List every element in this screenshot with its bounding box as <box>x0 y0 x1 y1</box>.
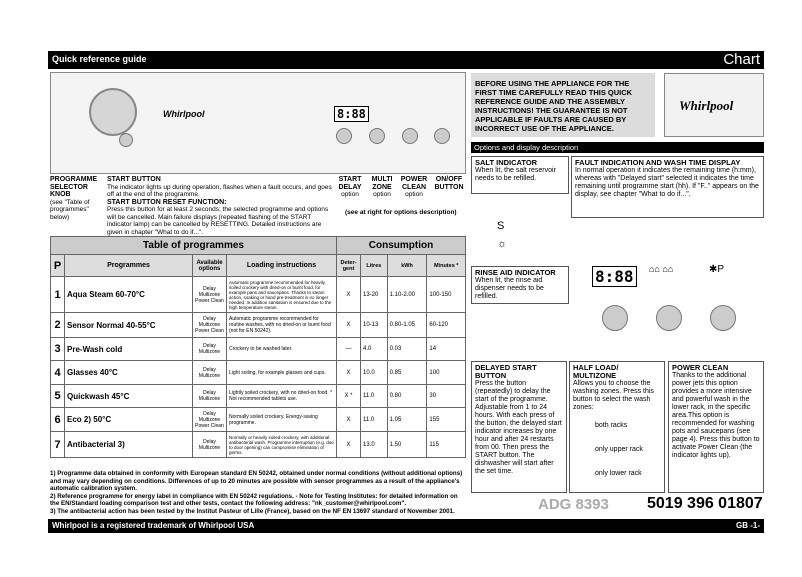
start-button[interactable] <box>119 133 133 147</box>
fault-display-box: FAULT INDICATION AND WASH TIME DISPLAY In normal operation it indicates the remaining time (h:mm), whereas with "Delayed start" selected it indicates the time remaining until programme start (hh). If "F.." appears on the display, see chapter "What to do if...". <box>571 156 764 218</box>
programme-selector-knob[interactable] <box>89 88 137 136</box>
warning-box: BEFORE USING THE APPLIANCE FOR THE FIRST TIME CAREFULLY READ THIS QUICK REFERENCE GUIDE AND THE ASSEMBLY INSTRUCTIONS! THE GUARANTEE IS NOT APPLICABLE IF FAULTS ARE CAUSED BY INCORRECT USE OF THE APPLIANCE. <box>471 73 655 137</box>
table-row: 2 Sensor Normal 40-55°C Delay Multizone Power Clean Automatic programme recommended for routine washes, with no dried-on or burnt food (not for EN 50242). X 10-13 0.80-1.05 60-120 <box>51 313 466 338</box>
col-detergent: Deter-gent <box>337 255 361 277</box>
delay-label: START DELAY option <box>338 176 362 198</box>
rinse-aid-box: RINSE AID INDICATOR When lit, the rinse aid dispenser needs to be refilled. <box>471 266 569 304</box>
footer-trademark: Whirlpool is a registered trademark of Whirlpool USA <box>52 521 255 530</box>
brand-logo-small: Whirlpool <box>163 109 205 119</box>
fault-time-display: 8:88 <box>592 266 637 287</box>
col-available: Available options <box>193 255 227 277</box>
power-label: POWER CLEAN option <box>400 176 428 198</box>
zone-upper: only upper rack <box>595 446 643 453</box>
half-load-box: HALF LOAD/ MULTIZONE Allows you to choose the washing zones. Press this button to select the wash zones: both racks only upper rack only lower rack <box>569 361 665 493</box>
header-title: Quick reference guide <box>52 54 147 64</box>
footer-bar <box>48 519 764 533</box>
multizone-button-illus[interactable] <box>656 305 682 331</box>
table-row: 5 Quickwash 45°C Delay Multizone Lightly soiled crockery, with no dried-on food. * Not recommended tablets use. X * 11.0 0.80 30 <box>51 385 466 408</box>
zone-lower: only lower rack <box>595 470 642 477</box>
col-programmes: Programmes <box>65 255 193 277</box>
col-minutes: Minutes * <box>427 255 466 277</box>
power-clean-button[interactable] <box>402 128 418 144</box>
whirlpool-logo <box>664 73 764 137</box>
delayed-start-box: DELAYED START BUTTON Press the button (repeatedly) to delay the start of the programme. Adjustable from 1 to 24 hours. With each press of the button, the delayed start indicator increases by one hour and after 24 restarts from 00. Then press the START button. The dishwasher will start after the set time. <box>471 361 567 493</box>
onoff-label: ON/OFF BUTTON <box>434 176 464 191</box>
table-row: 7 Antibacterial 3) Delay Multizone Normally or heavily soiled crockery, with additional antibacterial wash. Programme interruption (e.g. due to door opening) can compromise elimination of germs. X 13.0 1.50 115 <box>51 432 466 458</box>
col-kwh: kWh <box>387 255 427 277</box>
part-code: 5019 396 01807 <box>647 495 763 512</box>
start-delay-button[interactable] <box>336 128 352 144</box>
footer-page: GB -1- <box>736 521 760 530</box>
salt-indicator-box: SALT INDICATOR When lit, the salt reservoir needs to be refilled. <box>471 156 569 194</box>
table-title: Table of programmes <box>51 237 337 255</box>
rinse-aid-icon: ☼ <box>497 238 508 250</box>
multi-zone-button[interactable] <box>369 128 385 144</box>
see-right-note: (see at right for options description) <box>345 209 457 216</box>
program-zone-icons: ⌂⌂ ⌂⌂ <box>649 264 674 274</box>
time-display: 8:88 <box>334 106 369 122</box>
col-litres: Litres <box>361 255 388 277</box>
footnotes: 1) Programme data obtained in conformity with European standard EN 50242, obtained under normal conditions (without additional options) and may vary depending on conditions. Differences of up to 20 minutes are possible with sensor programmes as a result of the appliance's automatic calibration system. 2) Reference programme for energy label in compliance with EN 50242 regulations. - Note for Testing Institutes: for detailed information on the EN/Standard loading comparison test and other tests, contact the following address: "nk_customer@whirlpool.com". 3) The antibacterial action has been tested by the Institut Pasteur of Lille (France), based on the NF EN 13697 standard of November 2001. <box>50 470 463 515</box>
knob-label: PROGRAMME SELECTOR KNOB (see "Table of programmes" below) <box>50 176 98 221</box>
multi-label: MULTI ZONE option <box>371 176 393 198</box>
header-bar <box>48 51 764 69</box>
table-row: 4 Glasses 40°C Delay Multizone Light soiling, for example glasses and cups. X 10.0 0.85 100 <box>51 361 466 385</box>
table-row: 1 Aqua Steam 60-70°C Delay Multizone Power Clean Automatic programme recommended for heavily soiled crockery with dried-on or burnt food, for example pans and saucepans. Thanks to steam action, soaking or hand pre-treatment is no longer needed. In addition sanitation is ensured due to the high temperature steam. X 13-20 1.10-2.00 100-150 <box>51 277 466 313</box>
col-loading: Loading instructions <box>227 255 337 277</box>
power-clean-button-illus[interactable] <box>710 305 736 331</box>
col-p: P <box>51 255 65 277</box>
power-clean-box: POWER CLEAN Thanks to the additional power jets this option provides a more intensive and powerful wash in the lower rack, in the specific area.This option is recommended for washing pots and saucepans (see page 4). Press this button to activate Power Clean (the indicator lights up). <box>668 361 764 493</box>
programme-table <box>50 236 466 458</box>
options-header: Options and display description <box>471 142 764 153</box>
zone-both: both racks <box>595 422 628 429</box>
table-row: 3 Pre-Wash cold Delay Multizone Crockery to be washed later. — 4.0 0.03 14 <box>51 338 466 361</box>
on-off-button[interactable] <box>434 128 450 144</box>
start-button-label: START BUTTON The indicator lights up during operation, flashes when a fault occurs, and goes off at the end of the programme. START BUTTON RESET FUNCTION: Press this button for at least 2 seconds; the selected programme and options will be cancelled. Main failure displays (repeated flashing of the START indicator lamp) can be cancelled by RESETTING. Detailed instructions are given in chapter "What to do if...". <box>107 176 332 236</box>
salt-icon: S <box>497 220 505 232</box>
model-number: ADG 8393 <box>538 496 609 513</box>
control-panel-illustration <box>50 72 466 174</box>
consumption-title: Consumption <box>337 237 466 255</box>
power-clean-icon: ✱P <box>709 264 725 275</box>
header-chart-label: Chart <box>723 51 760 68</box>
table-row: 6 Eco 2) 50°C Delay Multizone Power Clean Normally soiled crockery. Energy-saving programme. X 11.0 1.05 155 <box>51 408 466 432</box>
logo-text: Whirlpool <box>679 98 734 113</box>
delayed-start-button-illus[interactable] <box>602 305 628 331</box>
